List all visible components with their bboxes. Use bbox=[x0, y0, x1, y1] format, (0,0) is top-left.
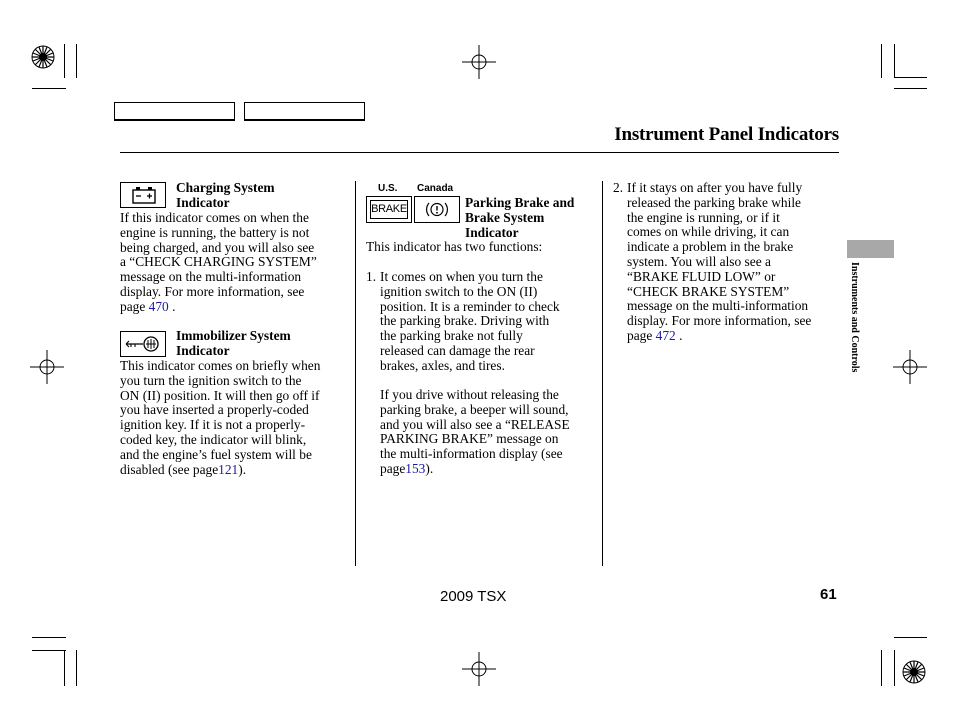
registration-starburst-icon bbox=[30, 44, 56, 70]
text-suffix: ). bbox=[238, 461, 247, 477]
heading-line: Brake System bbox=[465, 209, 545, 225]
text-line: “BRAKE FLUID LOW” or bbox=[627, 268, 776, 284]
heading-line: Charging System bbox=[176, 180, 275, 195]
immobilizer-key-icon bbox=[120, 331, 166, 357]
text-line: brakes, axles, and tires. bbox=[380, 357, 505, 373]
text-line: a “CHECK CHARGING SYSTEM” bbox=[120, 254, 317, 270]
heading-line: Parking Brake and bbox=[465, 195, 575, 210]
text-line: display. For more information, see bbox=[627, 313, 812, 329]
text-line: parking brake, a beeper will sound, bbox=[380, 401, 569, 417]
nav-tab-contents[interactable] bbox=[244, 102, 365, 121]
text-prefix: disabled (see page bbox=[120, 461, 219, 477]
brake-canada-indicator-icon bbox=[414, 196, 460, 223]
registration-crosshair-icon bbox=[30, 350, 64, 384]
section-side-label: Instruments and Controls bbox=[849, 262, 860, 373]
parking-brake-item-2 bbox=[627, 181, 842, 344]
text-line: If this indicator comes on when the bbox=[120, 210, 309, 225]
text-line: comes on while driving, it can bbox=[627, 224, 790, 240]
parking-brake-item-1 bbox=[380, 270, 600, 374]
page-prefix: page bbox=[627, 327, 656, 343]
parking-brake-heading bbox=[465, 196, 574, 240]
heading-line: Immobilizer System bbox=[176, 328, 291, 343]
heading-line: Indicator bbox=[465, 224, 519, 240]
nav-tab-main-menu[interactable] bbox=[114, 102, 235, 121]
charging-system-indicator-icon bbox=[120, 182, 166, 208]
page-link-153[interactable]: 153 bbox=[405, 460, 426, 476]
brake-us-indicator-icon bbox=[366, 196, 412, 223]
region-label-us: U.S. bbox=[378, 183, 398, 194]
text-line: released the parking brake while bbox=[627, 194, 801, 210]
text-line: “CHECK BRAKE SYSTEM” bbox=[627, 283, 790, 299]
page-link-472[interactable]: 472 bbox=[655, 327, 676, 343]
item-number: 2. bbox=[613, 180, 624, 195]
footer-model: 2009 TSX bbox=[440, 588, 507, 605]
heading-line: Indicator bbox=[176, 194, 230, 210]
text-line: message on the multi-information bbox=[627, 298, 809, 314]
text-line: coded key, the indicator will blink, bbox=[120, 431, 307, 447]
page-number: 61 bbox=[820, 586, 837, 603]
item-number: 1. bbox=[366, 269, 377, 284]
text-line: display. For more information, see bbox=[120, 283, 305, 299]
text-line bbox=[120, 300, 350, 315]
immobilizer-heading bbox=[176, 329, 291, 359]
text-line: released can damage the rear bbox=[380, 342, 535, 358]
parking-brake-warning bbox=[380, 388, 600, 477]
text-line: the engine is running, or if it bbox=[627, 209, 780, 225]
text-line bbox=[627, 329, 842, 344]
text-line: If you drive without releasing the bbox=[380, 387, 559, 402]
brake-label: BRAKE bbox=[370, 200, 408, 219]
page-link-121[interactable]: 121 bbox=[218, 461, 239, 477]
parking-brake-intro: This indicator has two functions: bbox=[366, 239, 543, 254]
text-prefix: page bbox=[380, 460, 406, 476]
text-line: indicate a problem in the brake bbox=[627, 239, 794, 255]
text-line: PARKING BRAKE” message on bbox=[380, 431, 559, 447]
text-line: the parking brake not fully bbox=[380, 328, 523, 344]
text-line: position. It is a reminder to check bbox=[380, 298, 560, 314]
text-line: If it stays on after you have fully bbox=[627, 180, 803, 195]
column-divider bbox=[355, 181, 356, 566]
text-line: ignition key. If it is not a properly- bbox=[120, 417, 306, 433]
text-line bbox=[380, 462, 600, 477]
text-line: This indicator comes on briefly when bbox=[120, 358, 321, 373]
text-line: engine is running, the battery is not bbox=[120, 224, 310, 240]
text-line: system. You will also see a bbox=[627, 253, 771, 269]
registration-crosshair-icon bbox=[462, 45, 496, 79]
page-link-470[interactable]: 470 bbox=[148, 298, 169, 314]
registration-starburst-icon bbox=[901, 659, 927, 685]
page-suffix: . bbox=[168, 298, 176, 314]
column-divider bbox=[602, 181, 603, 566]
text-line: being charged, and you will also see bbox=[120, 239, 315, 255]
text-suffix: ). bbox=[425, 460, 434, 476]
text-line: It comes on when you turn the bbox=[380, 269, 543, 284]
heading-line: Indicator bbox=[176, 342, 230, 358]
text-line: ON (II) position. It will then go off if bbox=[120, 387, 320, 403]
text-line: ignition switch to the ON (II) bbox=[380, 283, 538, 299]
text-line: the multi-information display (see bbox=[380, 446, 563, 462]
text-line: the parking brake. Driving with bbox=[380, 313, 550, 329]
header-rule bbox=[120, 152, 839, 153]
text-line: you have inserted a properly-coded bbox=[120, 402, 309, 418]
text-line: you turn the ignition switch to the bbox=[120, 372, 302, 388]
text-line: and you will also see a “RELEASE bbox=[380, 416, 570, 432]
registration-crosshair-icon bbox=[893, 350, 927, 384]
registration-crosshair-icon bbox=[462, 652, 496, 686]
text-line: and the engine’s fuel system will be bbox=[120, 446, 312, 462]
charging-heading bbox=[176, 181, 275, 211]
page-prefix: page bbox=[120, 298, 149, 314]
section-side-tab[interactable] bbox=[847, 240, 894, 258]
page-title: Instrument Panel Indicators bbox=[614, 124, 839, 145]
text-line: message on the multi-information bbox=[120, 269, 302, 285]
immobilizer-description bbox=[120, 359, 352, 477]
page-suffix: . bbox=[675, 327, 683, 343]
region-label-canada: Canada bbox=[417, 183, 454, 194]
charging-description bbox=[120, 211, 350, 315]
text-line bbox=[120, 463, 352, 478]
